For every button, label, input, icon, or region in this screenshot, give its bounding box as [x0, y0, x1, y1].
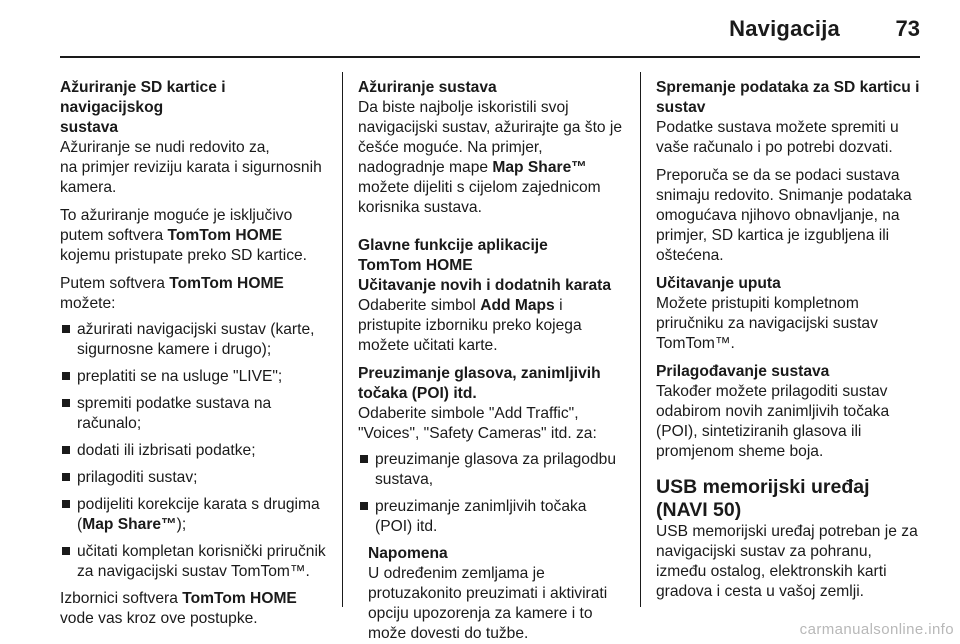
paragraph: Putem softvera TomTom HOME možete: [60, 275, 284, 312]
list-item: učitati kompletan korisnički priručnik za navigacijski sustav TomTom™. [60, 542, 328, 582]
list-item: preuzimanje zanimljivih točaka (POI) itd. [358, 497, 626, 537]
list-item: preuzimanje glasova za prilagodbu sustava, [358, 450, 626, 490]
page-number: 73 [895, 16, 920, 41]
list-item: podijeliti korekcije karata s drugima (Map Share™); [60, 495, 328, 535]
column-right [656, 78, 926, 610]
header-rule [60, 56, 920, 58]
feature-list [60, 320, 328, 582]
list-item: spremiti podatke sustava na računalo; [60, 394, 328, 434]
watermark: carmanualsonline.info [799, 621, 954, 638]
note-title: Napomena [368, 545, 448, 562]
paragraph: Ažuriranje se nudi redovito za, na primjer reviziju karata i sigurnosnih kamera. [60, 139, 322, 196]
heading-customize: Prilagođavanje sustava [656, 363, 830, 380]
paragraph: Odaberite simbol Add Maps i pristupite izborniku preko kojega možete učitati karte. [358, 297, 582, 354]
paragraph: Možete pristupiti kompletnom priručniku za navigacijski sustav TomTom™. [656, 295, 878, 352]
heading-download-voices: Preuzimanje glasova, zanimljivih točaka (POI) itd. [358, 365, 601, 402]
heading-usb-device: USB memorijski uređaj (NAVI 50) [656, 476, 870, 521]
column-divider [342, 72, 343, 607]
note-block [358, 544, 626, 644]
list-item: prilagoditi sustav; [60, 468, 328, 488]
paragraph: Izbornici softvera TomTom HOME vode vas kroz ove postupke. [60, 590, 297, 627]
paragraph: Preporuča se da se podaci sustava snimaju redovito. Snimanje podataka omogućava njihovo obnavljanje, na primjer, SD kartica je izgubljena ili oštećena. [656, 167, 912, 264]
column-left [60, 78, 328, 637]
note-text: U određenim zemljama je protuzakonito preuzimati i aktivirati opciju upozorenja za kamere i to može dovesti do tužbe. [368, 565, 608, 642]
heading-sd-update: Ažuriranje SD kartice i navigacijskog sustava [60, 79, 226, 136]
heading-load-manual: Učitavanje uputa [656, 275, 781, 292]
paragraph: To ažuriranje moguće je isključivo putem softvera TomTom HOME kojemu pristupate preko SD kartice. [60, 207, 308, 264]
column-divider [640, 72, 641, 607]
column-middle [358, 78, 626, 644]
list-item: ažurirati navigacijski sustav (karte, sigurnosne kamere i drugo); [60, 320, 328, 360]
list-item: dodati ili izbrisati podatke; [60, 441, 328, 461]
spacer [358, 226, 626, 236]
paragraph: Podatke sustava možete spremiti u vaše računalo i po potrebi dozvati. [656, 119, 899, 156]
heading-main-functions: Glavne funkcije aplikacije TomTom HOME [358, 237, 548, 274]
section-title: Navigacija [729, 16, 840, 41]
download-list [358, 450, 626, 537]
heading-load-maps: Učitavanje novih i dodatnih karata [358, 277, 612, 294]
paragraph: Da biste najbolje iskoristili svoj navigacijski sustav, ažurirajte ga što je češće moguće. Na primjer, nadogradnje mape Map Share™ možete dijeliti s cijelom zajednicom korisnika sustava. [358, 99, 623, 216]
heading-save-data: Spremanje podataka za SD karticu i sustav [656, 79, 920, 116]
paragraph: Također možete prilagoditi sustav odabirom novih zanimljivih točaka (POI), sintetiziranih glasova ili promjenom sheme boja. [656, 383, 890, 460]
paragraph: Odaberite simbole "Add Traffic", "Voices", "Safety Cameras" itd. za: [358, 405, 597, 442]
page-header [0, 0, 960, 56]
heading-system-update: Ažuriranje sustava [358, 79, 497, 96]
paragraph: USB memorijski uređaj potreban je za navigacijski sustav za pohranu, između ostalog, elektronskih karti gradova i cesta u vašoj zemlji. [656, 523, 918, 600]
list-item: preplatiti se na usluge "LIVE"; [60, 367, 328, 387]
